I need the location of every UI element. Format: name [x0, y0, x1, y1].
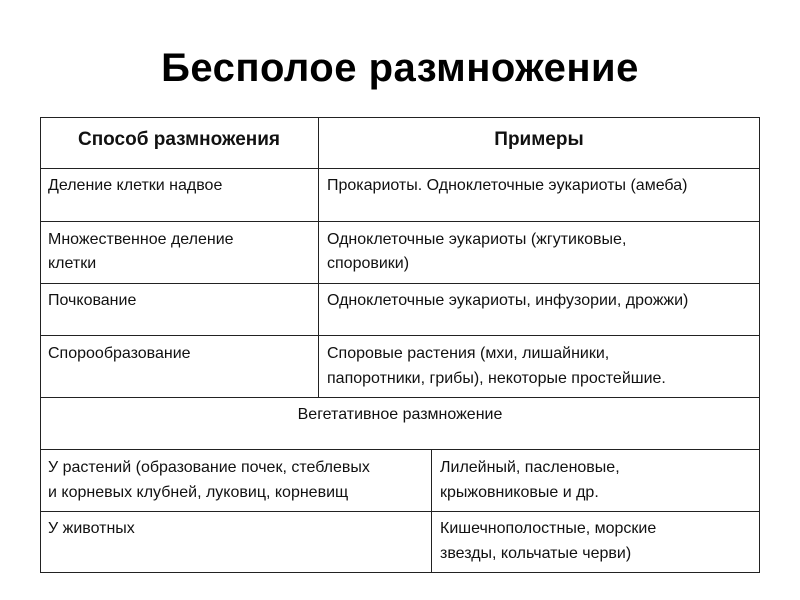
- header-method: Способ размножения: [77, 129, 281, 150]
- table-row-method: Спорообразование: [48, 345, 191, 362]
- row-divider: [40, 221, 760, 222]
- table-border-bottom: [40, 572, 760, 573]
- table-row-examples: звезды, кольчатые черви): [440, 545, 632, 562]
- column-divider: [431, 449, 432, 573]
- table-row-method: Деление клетки надвое: [48, 177, 223, 194]
- column-divider: [318, 117, 319, 398]
- section-heading: Вегетативное размножение: [297, 406, 503, 423]
- row-divider: [40, 511, 760, 512]
- table-row-examples: Одноклеточные эукариоты (жгутиковые,: [327, 231, 627, 248]
- table-row-method: Почкование: [48, 292, 137, 309]
- table-row-examples: Лилейный, пасленовые,: [440, 459, 620, 476]
- table-row-examples: Споровые растения (мхи, лишайники,: [327, 345, 610, 362]
- row-divider: [40, 397, 760, 398]
- table-border-top: [40, 117, 760, 118]
- table-row-method: Множественное деление: [48, 231, 234, 248]
- table-row-examples: крыжовниковые и др.: [440, 484, 599, 501]
- table-row-method: клетки: [48, 255, 97, 272]
- row-divider: [40, 335, 760, 336]
- row-divider: [40, 283, 760, 284]
- header-divider: [40, 168, 760, 169]
- header-examples: Примеры: [494, 129, 584, 150]
- table-border-left: [40, 117, 41, 573]
- row-divider: [40, 449, 760, 450]
- table-row-examples: споровики): [327, 255, 410, 272]
- table-row-examples: папоротники, грибы), некоторые простейшие.: [327, 370, 666, 387]
- table-row-examples: Кишечнополостные, морские: [440, 520, 657, 537]
- table-row-examples: Одноклеточные эукариоты, инфузории, дрожжи): [327, 292, 689, 309]
- table-border-right: [759, 117, 760, 573]
- table-row-method: и корневых клубней, луковиц, корневищ: [48, 484, 349, 501]
- reproduction-table: [40, 117, 760, 573]
- page-title: Бесполое размножение: [161, 46, 639, 90]
- table-row-method: У растений (образование почек, стеблевых: [48, 459, 370, 476]
- table-row-examples: Прокариоты. Одноклеточные эукариоты (амеба): [327, 177, 688, 194]
- table-row-method: У животных: [48, 520, 135, 537]
